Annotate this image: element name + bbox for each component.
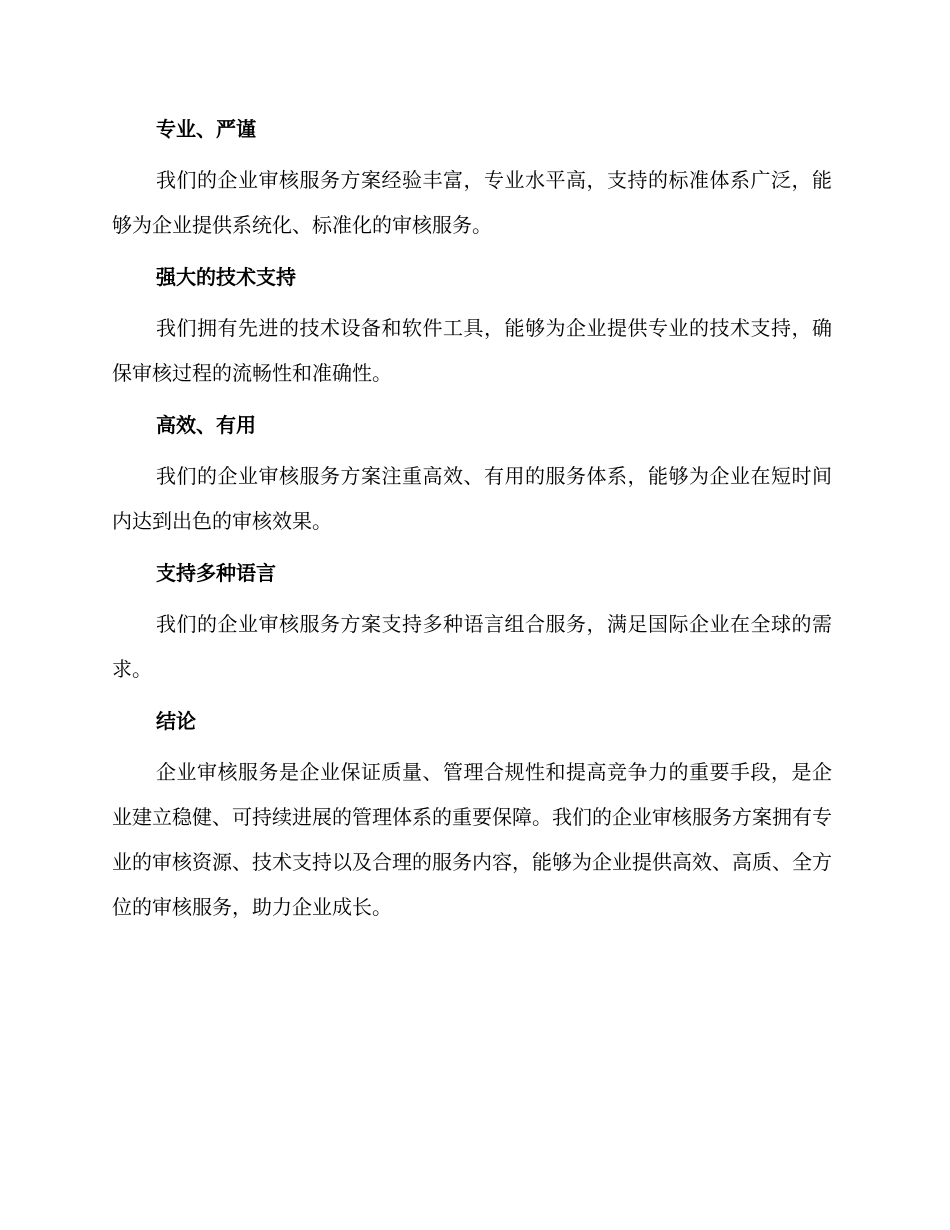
section-heading: 高效、有用	[156, 413, 256, 437]
section-conclusion	[112, 704, 832, 930]
section-paragraph: 企业审核服务是企业保证质量、管理合规性和提高竞争力的重要手段，是企业建立稳健、可持续进展的管理体系的重要保障。我们的企业审核服务方案拥有专业的审核资源、技术支持以及合理的服务内容，能够为企业提供高效、高质、全方位的审核服务，助力企业成长。	[112, 760, 832, 919]
document-page	[112, 112, 832, 942]
section-multilingual	[112, 556, 832, 692]
section-heading: 强大的技术支持	[156, 265, 296, 289]
section-heading: 专业、严谨	[156, 117, 256, 141]
section-efficient	[112, 408, 832, 544]
section-professional	[112, 112, 832, 248]
section-paragraph: 我们的企业审核服务方案支持多种语言组合服务，满足国际企业在全球的需求。	[112, 612, 832, 681]
section-paragraph: 我们的企业审核服务方案经验丰富，专业水平高，支持的标准体系广泛，能够为企业提供系统化、标准化的审核服务。	[112, 168, 832, 237]
section-paragraph: 我们的企业审核服务方案注重高效、有用的服务体系，能够为企业在短时间内达到出色的审核效果。	[112, 464, 832, 533]
section-heading: 结论	[156, 709, 196, 733]
section-technical-support	[112, 260, 832, 396]
section-heading: 支持多种语言	[156, 561, 276, 585]
section-paragraph: 我们拥有先进的技术设备和软件工具，能够为企业提供专业的技术支持，确保审核过程的流畅性和准确性。	[112, 316, 832, 385]
